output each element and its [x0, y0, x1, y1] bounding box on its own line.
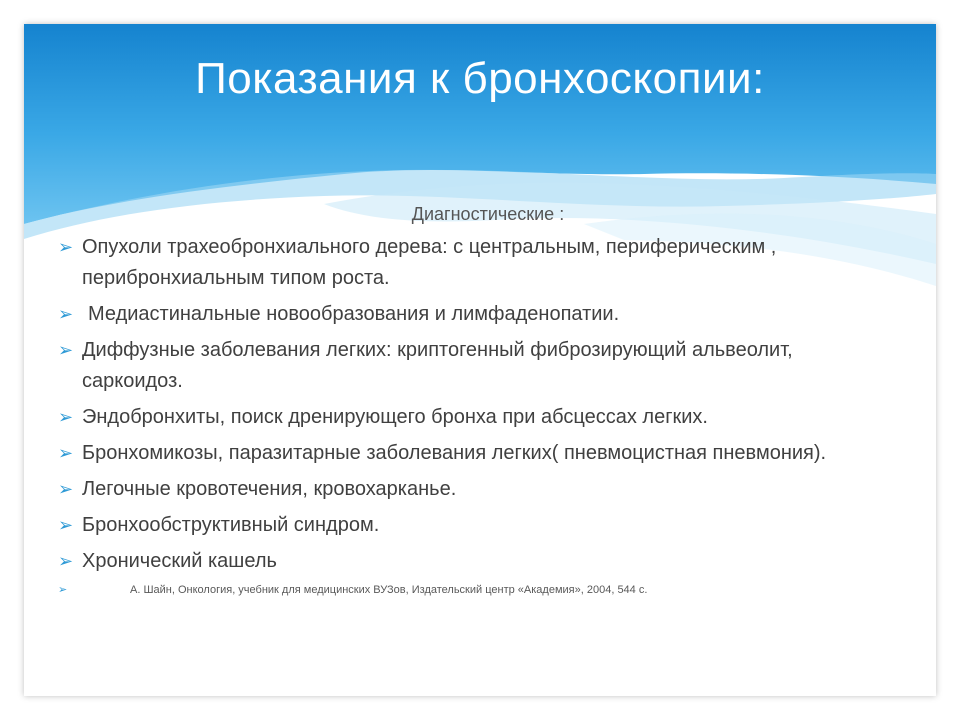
- list-item: ➢ Эндобронхиты, поиск дренирующего бронха при абсцессах легких.: [58, 402, 878, 433]
- list-item: ➢ Диффузные заболевания легких: криптогенный фиброзирующий альвеолит, саркоидоз.: [58, 335, 878, 397]
- list-item: ➢ Опухоли трахеобронхиального дерева: с центральным, периферическим , перибронхиальным типом роста.: [58, 232, 878, 294]
- reference-citation: ➢ А. Шайн, Онкология, учебник для медицинских ВУЗов, Издательский центр «Академия», 2004, 544 с.: [58, 584, 648, 596]
- chevron-arrow-bullet-icon: ➢: [58, 584, 68, 596]
- chevron-arrow-bullet-icon: ➢: [58, 237, 74, 257]
- list-item: ➢ Медиастинальные новообразования и лимфаденопатии.: [58, 299, 878, 330]
- slide: [24, 24, 936, 696]
- subheading: Диагностические :: [411, 204, 565, 224]
- list-item: ➢ Бронхомикозы, паразитарные заболевания легких( пневмоцистная пневмония).: [58, 438, 878, 469]
- chevron-arrow-bullet-icon: ➢: [58, 515, 74, 535]
- chevron-arrow-bullet-icon: ➢: [58, 551, 74, 571]
- slide-title: Показания к бронхоскопии:: [195, 54, 765, 103]
- chevron-arrow-bullet-icon: ➢: [58, 340, 74, 360]
- slide-content: [58, 204, 878, 603]
- chevron-arrow-bullet-icon: ➢: [58, 407, 74, 427]
- indication-list: [58, 232, 878, 598]
- list-item: ➢ Бронхообструктивный синдром.: [58, 510, 878, 541]
- chevron-arrow-bullet-icon: ➢: [58, 304, 74, 324]
- list-item: ➢ Хронический кашель: [58, 546, 878, 577]
- chevron-arrow-bullet-icon: ➢: [58, 479, 74, 499]
- list-item: ➢ Легочные кровотечения, кровохарканье.: [58, 474, 878, 505]
- chevron-arrow-bullet-icon: ➢: [58, 443, 74, 463]
